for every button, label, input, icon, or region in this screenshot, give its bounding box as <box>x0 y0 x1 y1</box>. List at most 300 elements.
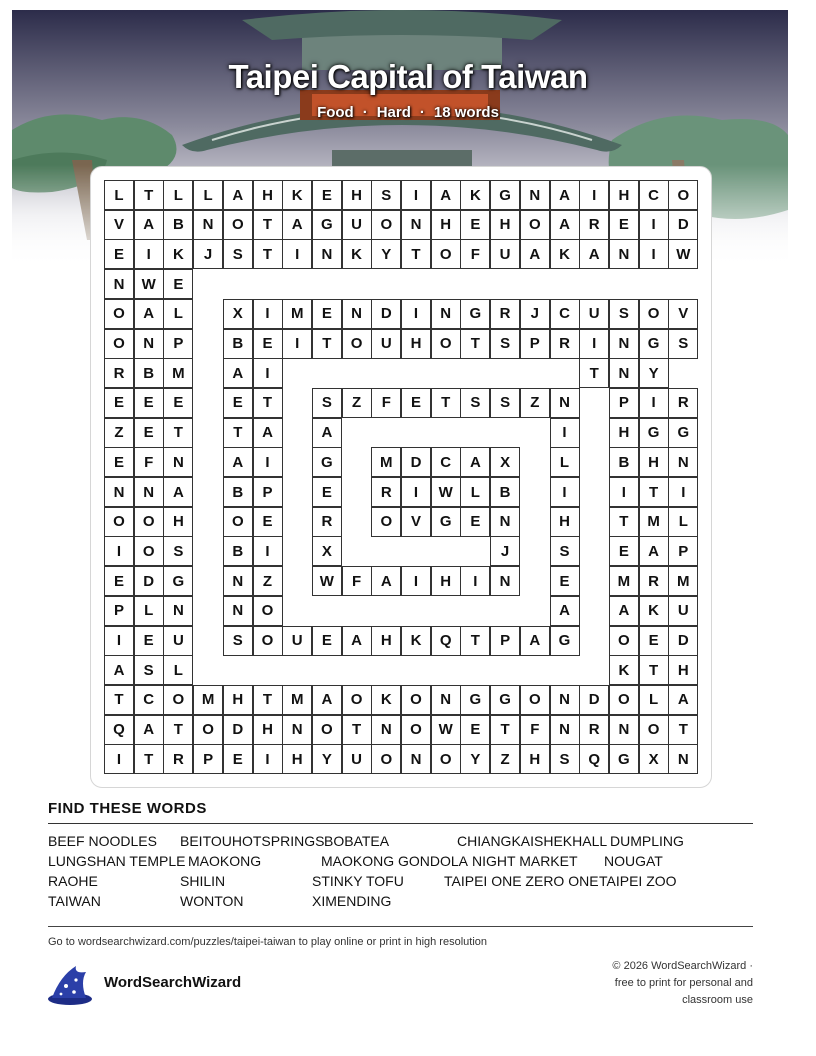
grid-cell[interactable]: N <box>609 329 639 359</box>
grid-cell[interactable]: E <box>460 715 490 745</box>
grid-cell[interactable]: W <box>431 715 461 745</box>
grid-cell[interactable]: U <box>342 210 372 240</box>
grid-cell[interactable]: Z <box>104 418 134 448</box>
grid-cell[interactable]: N <box>104 269 134 299</box>
grid-cell[interactable]: O <box>223 507 253 537</box>
grid-cell[interactable]: D <box>223 715 253 745</box>
grid-cell[interactable]: I <box>609 477 639 507</box>
grid-cell[interactable]: N <box>550 715 580 745</box>
grid-cell[interactable]: H <box>223 685 253 715</box>
grid-cell[interactable]: A <box>550 180 580 210</box>
grid-cell[interactable]: I <box>639 210 669 240</box>
grid-cell[interactable]: N <box>609 239 639 269</box>
grid-cell[interactable]: G <box>639 329 669 359</box>
grid-cell[interactable]: T <box>668 715 698 745</box>
grid-cell[interactable]: G <box>550 626 580 656</box>
grid-cell[interactable]: M <box>639 507 669 537</box>
grid-cell[interactable]: P <box>490 626 520 656</box>
grid-cell[interactable]: F <box>371 388 401 418</box>
grid-cell[interactable]: P <box>163 329 193 359</box>
grid-cell[interactable]: B <box>223 477 253 507</box>
grid-cell[interactable]: O <box>639 299 669 329</box>
grid-cell[interactable]: S <box>550 744 580 774</box>
grid-cell[interactable]: M <box>193 685 223 715</box>
grid-cell[interactable]: V <box>401 507 431 537</box>
grid-cell[interactable]: W <box>134 269 164 299</box>
grid-cell[interactable]: H <box>668 655 698 685</box>
grid-cell[interactable]: Y <box>460 744 490 774</box>
grid-cell[interactable]: O <box>609 685 639 715</box>
grid-cell[interactable]: U <box>579 299 609 329</box>
grid-cell[interactable]: I <box>104 744 134 774</box>
grid-cell[interactable]: K <box>163 239 193 269</box>
grid-cell[interactable]: E <box>312 180 342 210</box>
grid-cell[interactable]: O <box>668 180 698 210</box>
grid-cell[interactable]: O <box>371 744 401 774</box>
grid-cell[interactable]: S <box>371 180 401 210</box>
grid-cell[interactable]: O <box>104 299 134 329</box>
grid-cell[interactable]: I <box>104 626 134 656</box>
grid-cell[interactable]: O <box>134 536 164 566</box>
grid-cell[interactable]: H <box>253 715 283 745</box>
grid-cell[interactable]: H <box>550 507 580 537</box>
grid-cell[interactable]: O <box>134 507 164 537</box>
grid-cell[interactable]: B <box>134 358 164 388</box>
grid-cell[interactable]: O <box>401 685 431 715</box>
grid-cell[interactable]: U <box>490 239 520 269</box>
grid-cell[interactable]: E <box>163 388 193 418</box>
grid-cell[interactable]: E <box>134 388 164 418</box>
grid-cell[interactable]: I <box>253 358 283 388</box>
grid-cell[interactable]: N <box>134 329 164 359</box>
grid-cell[interactable]: T <box>163 418 193 448</box>
grid-cell[interactable]: D <box>668 626 698 656</box>
grid-cell[interactable]: T <box>223 418 253 448</box>
grid-cell[interactable]: O <box>104 507 134 537</box>
grid-cell[interactable]: E <box>104 239 134 269</box>
grid-cell[interactable]: E <box>312 626 342 656</box>
grid-cell[interactable]: T <box>401 239 431 269</box>
grid-cell[interactable]: H <box>639 447 669 477</box>
grid-cell[interactable]: D <box>371 299 401 329</box>
grid-cell[interactable]: U <box>163 626 193 656</box>
grid-cell[interactable]: N <box>609 715 639 745</box>
grid-cell[interactable]: T <box>639 477 669 507</box>
grid-cell[interactable]: X <box>312 536 342 566</box>
grid-cell[interactable]: I <box>104 536 134 566</box>
grid-cell[interactable]: N <box>550 388 580 418</box>
grid-cell[interactable]: S <box>223 239 253 269</box>
grid-cell[interactable]: O <box>312 715 342 745</box>
grid-cell[interactable]: M <box>282 685 312 715</box>
grid-cell[interactable]: A <box>342 626 372 656</box>
grid-cell[interactable]: L <box>163 655 193 685</box>
grid-cell[interactable]: L <box>668 507 698 537</box>
grid-cell[interactable]: E <box>460 210 490 240</box>
grid-cell[interactable]: O <box>253 626 283 656</box>
grid-cell[interactable]: T <box>163 715 193 745</box>
grid-cell[interactable]: J <box>193 239 223 269</box>
grid-cell[interactable]: I <box>401 180 431 210</box>
grid-cell[interactable]: Y <box>639 358 669 388</box>
grid-cell[interactable]: A <box>134 299 164 329</box>
grid-cell[interactable]: U <box>371 329 401 359</box>
grid-cell[interactable]: N <box>104 477 134 507</box>
grid-cell[interactable]: T <box>134 180 164 210</box>
grid-cell[interactable]: N <box>134 477 164 507</box>
grid-cell[interactable]: Z <box>490 744 520 774</box>
grid-cell[interactable]: E <box>104 566 134 596</box>
grid-cell[interactable]: K <box>460 180 490 210</box>
grid-cell[interactable]: X <box>223 299 253 329</box>
grid-cell[interactable]: S <box>490 329 520 359</box>
grid-cell[interactable]: A <box>520 626 550 656</box>
grid-cell[interactable]: W <box>312 566 342 596</box>
grid-cell[interactable]: A <box>520 239 550 269</box>
grid-cell[interactable]: R <box>639 566 669 596</box>
grid-cell[interactable]: G <box>490 685 520 715</box>
grid-cell[interactable]: N <box>668 447 698 477</box>
grid-cell[interactable]: A <box>371 566 401 596</box>
grid-cell[interactable]: N <box>342 299 372 329</box>
grid-cell[interactable]: N <box>282 715 312 745</box>
grid-cell[interactable]: F <box>134 447 164 477</box>
grid-cell[interactable]: I <box>550 477 580 507</box>
grid-cell[interactable]: H <box>342 180 372 210</box>
grid-cell[interactable]: F <box>460 239 490 269</box>
grid-cell[interactable]: R <box>312 507 342 537</box>
grid-cell[interactable]: I <box>253 536 283 566</box>
grid-cell[interactable]: W <box>668 239 698 269</box>
grid-cell[interactable]: O <box>371 507 401 537</box>
grid-cell[interactable]: N <box>312 239 342 269</box>
grid-cell[interactable]: E <box>134 418 164 448</box>
grid-cell[interactable]: H <box>163 507 193 537</box>
grid-cell[interactable]: T <box>312 329 342 359</box>
grid-cell[interactable]: P <box>520 329 550 359</box>
grid-cell[interactable]: H <box>253 180 283 210</box>
grid-cell[interactable]: L <box>460 477 490 507</box>
grid-cell[interactable]: E <box>104 388 134 418</box>
grid-cell[interactable]: K <box>550 239 580 269</box>
grid-cell[interactable]: A <box>312 685 342 715</box>
grid-cell[interactable]: A <box>639 536 669 566</box>
grid-cell[interactable]: V <box>104 210 134 240</box>
grid-cell[interactable]: N <box>609 358 639 388</box>
grid-cell[interactable]: N <box>163 596 193 626</box>
grid-cell[interactable]: L <box>193 180 223 210</box>
grid-cell[interactable]: S <box>223 626 253 656</box>
grid-cell[interactable]: T <box>460 626 490 656</box>
grid-cell[interactable]: G <box>431 507 461 537</box>
grid-cell[interactable]: Q <box>431 626 461 656</box>
grid-cell[interactable]: P <box>609 388 639 418</box>
grid-cell[interactable]: N <box>223 596 253 626</box>
grid-cell[interactable]: R <box>579 715 609 745</box>
grid-cell[interactable]: T <box>253 388 283 418</box>
grid-cell[interactable]: D <box>401 447 431 477</box>
grid-cell[interactable]: M <box>282 299 312 329</box>
grid-cell[interactable]: R <box>371 477 401 507</box>
grid-cell[interactable]: A <box>223 358 253 388</box>
grid-cell[interactable]: H <box>609 418 639 448</box>
grid-cell[interactable]: Y <box>312 744 342 774</box>
grid-cell[interactable]: K <box>282 180 312 210</box>
grid-cell[interactable]: T <box>579 358 609 388</box>
grid-cell[interactable]: T <box>609 507 639 537</box>
grid-cell[interactable]: A <box>282 210 312 240</box>
grid-cell[interactable]: N <box>401 744 431 774</box>
grid-cell[interactable]: B <box>223 536 253 566</box>
grid-cell[interactable]: A <box>163 477 193 507</box>
grid-cell[interactable]: S <box>312 388 342 418</box>
grid-cell[interactable]: G <box>668 418 698 448</box>
grid-cell[interactable]: E <box>401 388 431 418</box>
grid-cell[interactable]: B <box>223 329 253 359</box>
grid-cell[interactable]: E <box>639 626 669 656</box>
grid-cell[interactable]: E <box>223 744 253 774</box>
grid-cell[interactable]: B <box>490 477 520 507</box>
grid-cell[interactable]: O <box>371 210 401 240</box>
grid-cell[interactable]: I <box>639 388 669 418</box>
grid-cell[interactable]: W <box>431 477 461 507</box>
grid-cell[interactable]: G <box>312 210 342 240</box>
grid-cell[interactable]: K <box>342 239 372 269</box>
grid-cell[interactable]: T <box>431 388 461 418</box>
grid-cell[interactable]: P <box>104 596 134 626</box>
grid-cell[interactable]: I <box>460 566 490 596</box>
grid-cell[interactable]: C <box>550 299 580 329</box>
grid-cell[interactable]: A <box>253 418 283 448</box>
grid-cell[interactable]: M <box>371 447 401 477</box>
grid-cell[interactable]: O <box>163 685 193 715</box>
grid-cell[interactable]: N <box>431 299 461 329</box>
grid-cell[interactable]: I <box>401 299 431 329</box>
grid-cell[interactable]: E <box>312 299 342 329</box>
grid-cell[interactable]: I <box>282 239 312 269</box>
grid-cell[interactable]: M <box>163 358 193 388</box>
grid-cell[interactable]: S <box>609 299 639 329</box>
grid-cell[interactable]: T <box>460 329 490 359</box>
grid-cell[interactable]: H <box>431 566 461 596</box>
grid-cell[interactable]: E <box>460 507 490 537</box>
grid-cell[interactable]: H <box>609 180 639 210</box>
grid-cell[interactable]: T <box>639 655 669 685</box>
grid-cell[interactable]: C <box>134 685 164 715</box>
grid-cell[interactable]: G <box>460 299 490 329</box>
grid-cell[interactable]: O <box>431 329 461 359</box>
grid-cell[interactable]: O <box>609 626 639 656</box>
grid-cell[interactable]: H <box>520 744 550 774</box>
grid-cell[interactable]: K <box>371 685 401 715</box>
grid-cell[interactable]: I <box>401 477 431 507</box>
grid-cell[interactable]: L <box>550 447 580 477</box>
grid-cell[interactable]: K <box>401 626 431 656</box>
grid-cell[interactable]: V <box>668 299 698 329</box>
grid-cell[interactable]: A <box>312 418 342 448</box>
grid-cell[interactable]: N <box>223 566 253 596</box>
grid-cell[interactable]: O <box>342 329 372 359</box>
grid-cell[interactable]: C <box>639 180 669 210</box>
grid-cell[interactable]: A <box>550 596 580 626</box>
grid-cell[interactable]: T <box>342 715 372 745</box>
grid-cell[interactable]: F <box>342 566 372 596</box>
grid-cell[interactable]: N <box>668 744 698 774</box>
grid-cell[interactable]: E <box>253 329 283 359</box>
grid-cell[interactable]: S <box>668 329 698 359</box>
grid-cell[interactable]: H <box>282 744 312 774</box>
grid-cell[interactable]: J <box>490 536 520 566</box>
grid-cell[interactable]: K <box>609 655 639 685</box>
grid-cell[interactable]: E <box>550 566 580 596</box>
letter-grid[interactable] <box>104 180 698 774</box>
grid-cell[interactable]: D <box>134 566 164 596</box>
grid-cell[interactable]: S <box>460 388 490 418</box>
grid-cell[interactable]: G <box>163 566 193 596</box>
grid-cell[interactable]: R <box>490 299 520 329</box>
grid-cell[interactable]: M <box>609 566 639 596</box>
grid-cell[interactable]: X <box>639 744 669 774</box>
grid-cell[interactable]: R <box>163 744 193 774</box>
grid-cell[interactable]: L <box>134 596 164 626</box>
grid-cell[interactable]: L <box>163 299 193 329</box>
grid-cell[interactable]: O <box>639 715 669 745</box>
grid-cell[interactable]: I <box>401 566 431 596</box>
grid-cell[interactable]: N <box>520 180 550 210</box>
grid-cell[interactable]: O <box>223 210 253 240</box>
grid-cell[interactable]: S <box>550 536 580 566</box>
grid-cell[interactable]: L <box>639 685 669 715</box>
grid-cell[interactable]: O <box>342 685 372 715</box>
grid-cell[interactable]: E <box>134 626 164 656</box>
grid-cell[interactable]: A <box>134 715 164 745</box>
grid-cell[interactable]: Z <box>253 566 283 596</box>
grid-cell[interactable]: G <box>609 744 639 774</box>
grid-cell[interactable]: N <box>490 566 520 596</box>
grid-cell[interactable]: A <box>104 655 134 685</box>
grid-cell[interactable]: X <box>490 447 520 477</box>
grid-cell[interactable]: I <box>550 418 580 448</box>
grid-cell[interactable]: L <box>163 180 193 210</box>
grid-cell[interactable]: G <box>312 447 342 477</box>
grid-cell[interactable]: E <box>104 447 134 477</box>
grid-cell[interactable]: T <box>253 685 283 715</box>
grid-cell[interactable]: A <box>223 180 253 210</box>
grid-cell[interactable]: E <box>163 269 193 299</box>
grid-cell[interactable]: A <box>223 447 253 477</box>
grid-cell[interactable]: T <box>490 715 520 745</box>
grid-cell[interactable]: A <box>550 210 580 240</box>
grid-cell[interactable]: O <box>520 685 550 715</box>
grid-cell[interactable]: Z <box>520 388 550 418</box>
grid-cell[interactable]: O <box>431 744 461 774</box>
grid-cell[interactable]: T <box>104 685 134 715</box>
grid-cell[interactable]: N <box>193 210 223 240</box>
grid-cell[interactable]: S <box>134 655 164 685</box>
grid-cell[interactable]: U <box>342 744 372 774</box>
grid-cell[interactable]: T <box>134 744 164 774</box>
grid-cell[interactable]: N <box>431 685 461 715</box>
grid-cell[interactable]: G <box>460 685 490 715</box>
grid-cell[interactable]: I <box>282 329 312 359</box>
grid-cell[interactable]: N <box>550 685 580 715</box>
grid-cell[interactable]: H <box>431 210 461 240</box>
grid-cell[interactable]: E <box>609 536 639 566</box>
grid-cell[interactable]: A <box>579 239 609 269</box>
grid-cell[interactable]: S <box>490 388 520 418</box>
grid-cell[interactable]: R <box>579 210 609 240</box>
grid-cell[interactable]: N <box>401 210 431 240</box>
grid-cell[interactable]: A <box>134 210 164 240</box>
grid-cell[interactable]: N <box>490 507 520 537</box>
grid-cell[interactable]: L <box>104 180 134 210</box>
grid-cell[interactable]: I <box>253 299 283 329</box>
grid-cell[interactable]: I <box>253 744 283 774</box>
grid-cell[interactable]: A <box>668 685 698 715</box>
grid-cell[interactable]: A <box>460 447 490 477</box>
grid-cell[interactable]: O <box>253 596 283 626</box>
grid-cell[interactable]: I <box>253 447 283 477</box>
grid-cell[interactable]: I <box>579 180 609 210</box>
grid-cell[interactable]: Z <box>342 388 372 418</box>
grid-cell[interactable]: A <box>431 180 461 210</box>
grid-cell[interactable]: D <box>668 210 698 240</box>
grid-cell[interactable]: K <box>639 596 669 626</box>
grid-cell[interactable]: P <box>253 477 283 507</box>
grid-cell[interactable]: E <box>253 507 283 537</box>
grid-cell[interactable]: G <box>639 418 669 448</box>
grid-cell[interactable]: R <box>550 329 580 359</box>
grid-cell[interactable]: H <box>371 626 401 656</box>
grid-cell[interactable]: P <box>668 536 698 566</box>
grid-cell[interactable]: H <box>401 329 431 359</box>
grid-cell[interactable]: U <box>668 596 698 626</box>
grid-cell[interactable]: R <box>668 388 698 418</box>
grid-cell[interactable]: O <box>193 715 223 745</box>
grid-cell[interactable]: I <box>134 239 164 269</box>
grid-cell[interactable]: A <box>609 596 639 626</box>
grid-cell[interactable]: M <box>668 566 698 596</box>
grid-cell[interactable]: T <box>253 239 283 269</box>
grid-cell[interactable]: T <box>253 210 283 240</box>
grid-cell[interactable]: R <box>104 358 134 388</box>
grid-cell[interactable]: N <box>163 447 193 477</box>
grid-cell[interactable]: D <box>579 685 609 715</box>
grid-cell[interactable]: C <box>431 447 461 477</box>
grid-cell[interactable]: O <box>520 210 550 240</box>
grid-cell[interactable]: U <box>282 626 312 656</box>
grid-cell[interactable]: S <box>163 536 193 566</box>
grid-cell[interactable]: J <box>520 299 550 329</box>
grid-cell[interactable]: G <box>490 180 520 210</box>
grid-cell[interactable]: I <box>668 477 698 507</box>
grid-cell[interactable]: O <box>401 715 431 745</box>
grid-cell[interactable]: E <box>312 477 342 507</box>
grid-cell[interactable]: H <box>490 210 520 240</box>
grid-cell[interactable]: Y <box>371 239 401 269</box>
grid-cell[interactable]: Q <box>579 744 609 774</box>
grid-cell[interactable]: E <box>223 388 253 418</box>
grid-cell[interactable]: B <box>163 210 193 240</box>
grid-cell[interactable]: O <box>104 329 134 359</box>
grid-cell[interactable]: N <box>371 715 401 745</box>
grid-cell[interactable]: E <box>609 210 639 240</box>
grid-cell[interactable]: I <box>639 239 669 269</box>
grid-cell[interactable]: B <box>609 447 639 477</box>
grid-cell[interactable]: F <box>520 715 550 745</box>
grid-cell[interactable]: I <box>579 329 609 359</box>
grid-cell[interactable]: Q <box>104 715 134 745</box>
